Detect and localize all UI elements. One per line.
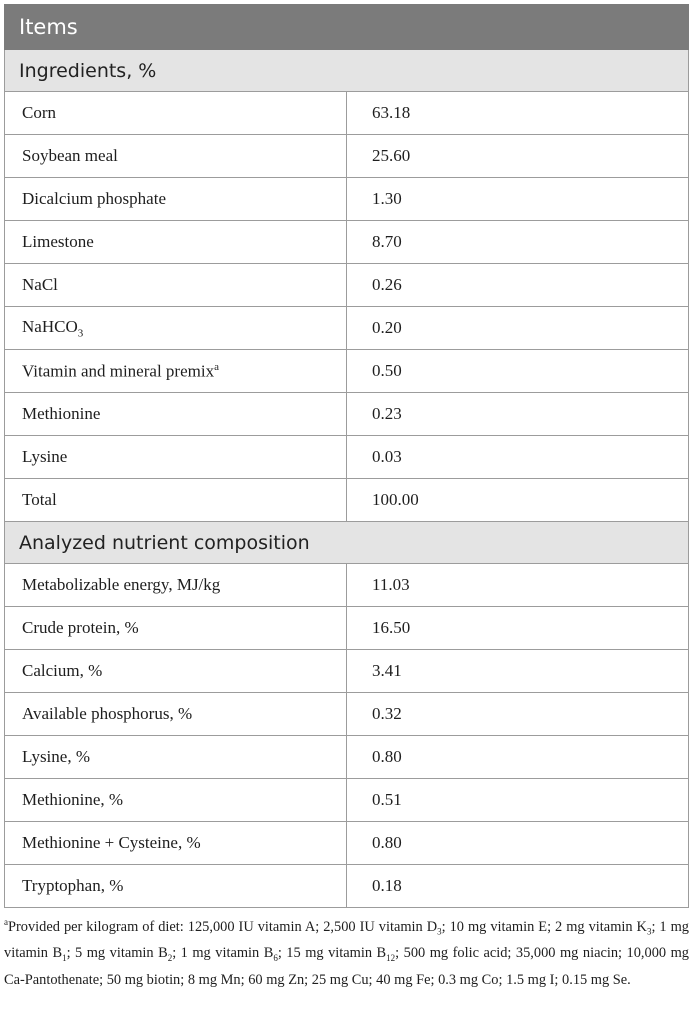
row-label-text: Total: [22, 490, 57, 509]
row-label: [5, 350, 347, 393]
footnote-text: ; 1 mg vitamin B: [4, 918, 690, 962]
row-value: 0.50: [347, 350, 689, 393]
row-label: [5, 479, 347, 522]
row-label-text: Available phosphorus, %: [22, 704, 193, 723]
row-label: [5, 307, 347, 350]
section-title: Analyzed nutrient composition: [5, 522, 689, 564]
row-label-text: Lysine, %: [22, 747, 90, 766]
row-label: [5, 736, 347, 779]
row-label-subscript: 3: [77, 327, 84, 340]
row-label: [5, 607, 347, 650]
row-label: [5, 564, 347, 607]
row-value: 0.51: [347, 779, 689, 822]
footnote-subscript: 12: [386, 953, 396, 964]
row-label-text: Vitamin and mineral premix: [22, 361, 215, 381]
section-header-row: [5, 522, 689, 564]
table-row: [5, 693, 689, 736]
row-label-text: Methionine + Cysteine, %: [22, 833, 201, 852]
section-title: Ingredients, %: [5, 50, 689, 92]
footnote-text: ; 5 mg vitamin B: [66, 945, 168, 962]
table-header-row: [5, 5, 689, 50]
footnote-text: ; 500 mg folic acid; 35,000 mg niacin; 10,000 mg Ca-Pantothenate; 50 mg biotin; 8 mg Mn; 60 mg Zn; 25 mg Cu; 40 mg Fe; 0.3 mg Co; 1.5 mg I; 0.15 mg Se.: [4, 945, 689, 988]
section-header-row: [5, 50, 689, 92]
row-value: 0.32: [347, 693, 689, 736]
table-row: [5, 221, 689, 264]
table-header-title: Items: [5, 5, 689, 50]
row-value: 16.50: [347, 607, 689, 650]
row-label-text: Dicalcium phosphate: [22, 189, 166, 208]
row-label-text: Lysine: [22, 447, 68, 466]
row-value: 0.20: [347, 307, 689, 350]
row-label-footnote-marker: a: [214, 360, 219, 373]
diet-composition-table-frame: [4, 4, 689, 908]
table-footnote: [4, 912, 689, 991]
table-row: [5, 822, 689, 865]
table-row: [5, 607, 689, 650]
row-label: [5, 135, 347, 178]
row-label-text: Tryptophan, %: [22, 876, 124, 895]
row-value: 0.03: [347, 436, 689, 479]
row-label: [5, 693, 347, 736]
row-label-text: Calcium, %: [22, 661, 103, 680]
table-row: [5, 178, 689, 221]
footnote-marker: a: [4, 917, 8, 927]
footnote-text: Provided per kilogram of diet: 125,000 IU vitamin A; 2,500 IU vitamin D: [8, 918, 438, 935]
table-row: [5, 264, 689, 307]
row-label: [5, 92, 347, 135]
row-label-text: NaCl: [22, 275, 58, 294]
footnote-subscript: 1: [62, 953, 67, 964]
table-row: [5, 779, 689, 822]
footnote-subscript: 2: [167, 953, 173, 964]
row-value: 1.30: [347, 178, 689, 221]
table-row: [5, 135, 689, 178]
row-value: 63.18: [347, 92, 689, 135]
row-value: 25.60: [347, 135, 689, 178]
row-label-text: NaHCO: [22, 316, 78, 336]
row-label: [5, 865, 347, 908]
row-label-text: Methionine, %: [22, 790, 124, 809]
table-row: [5, 865, 689, 908]
row-label: [5, 178, 347, 221]
row-value: 0.80: [347, 822, 689, 865]
row-label-text: Limestone: [22, 232, 94, 251]
table-row: [5, 436, 689, 479]
table-row: [5, 736, 689, 779]
row-label-text: Metabolizable energy, MJ/kg: [22, 575, 221, 594]
footnote-subscript: 6: [273, 953, 278, 964]
table-row: [5, 307, 689, 350]
table-row: [5, 564, 689, 607]
footnote-text: ; 10 mg vitamin E; 2 mg vitamin K: [441, 918, 647, 935]
table-row: [5, 350, 689, 393]
row-value: 0.23: [347, 393, 689, 436]
table-row: [5, 393, 689, 436]
row-label: [5, 393, 347, 436]
row-value: 0.80: [347, 736, 689, 779]
footnote-subscript: 3: [646, 926, 652, 937]
row-label: [5, 650, 347, 693]
row-label-text: Soybean meal: [22, 146, 118, 165]
row-value: 0.18: [347, 865, 689, 908]
table-row: [5, 650, 689, 693]
row-value: 3.41: [347, 650, 689, 693]
row-label-text: Methionine: [22, 404, 101, 423]
diet-composition-table: [4, 4, 689, 908]
row-label-text: Crude protein, %: [22, 618, 139, 637]
table-row: [5, 92, 689, 135]
row-label: [5, 264, 347, 307]
row-label: [5, 436, 347, 479]
row-label: [5, 779, 347, 822]
row-value: 0.26: [347, 264, 689, 307]
row-label-text: Corn: [22, 103, 56, 122]
row-label: [5, 221, 347, 264]
table-body: [5, 5, 689, 908]
row-label: [5, 822, 347, 865]
footnote-text: ; 1 mg vitamin B: [172, 945, 274, 962]
table-row: [5, 479, 689, 522]
footnote-text: ; 15 mg vitamin B: [277, 945, 387, 962]
footnote-subscript: 3: [437, 926, 442, 937]
row-value: 100.00: [347, 479, 689, 522]
row-value: 8.70: [347, 221, 689, 264]
row-value: 11.03: [347, 564, 689, 607]
